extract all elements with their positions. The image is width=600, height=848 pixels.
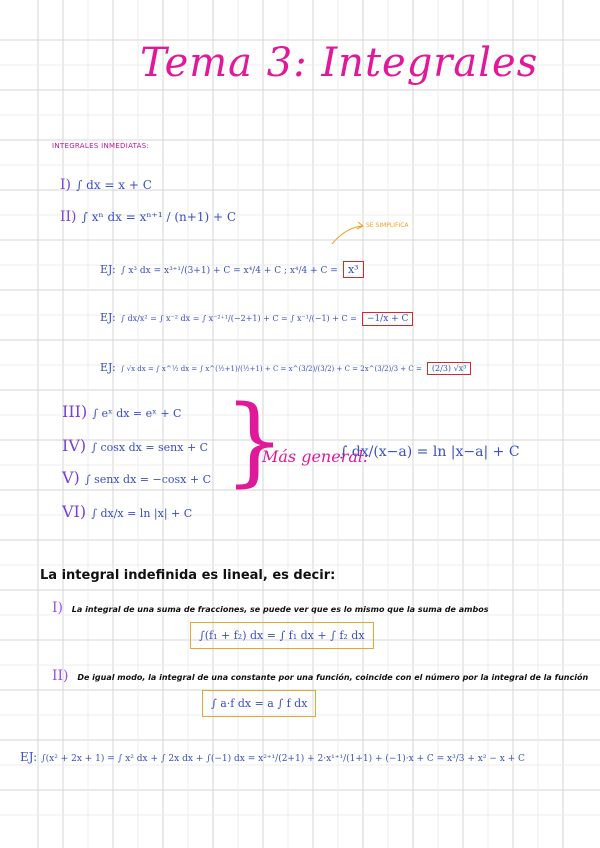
rule-formula: ∫ dx/x = ln |x| + C bbox=[91, 507, 193, 520]
example-label: EJ: bbox=[100, 361, 116, 374]
final-example-formula: ∫(x² + 2x + 1) = ∫ x² dx + ∫ 2x dx + ∫(−1) dx = x²⁺¹/(2+1) + 2·x¹⁺¹/(1+1) + (−1)·x + C = x³/3 + x² − x + C bbox=[40, 754, 525, 764]
example-2 bbox=[100, 306, 413, 325]
rule-formula: ∫ senx dx = −cosx + C bbox=[84, 473, 211, 486]
rule-4 bbox=[62, 436, 208, 455]
simplify-annotation: SE SIMPLIFICA bbox=[366, 222, 409, 229]
property-1-formula-box: ∫(f₁ + f₂) dx = ∫ f₁ dx + ∫ f₂ dx bbox=[190, 622, 374, 649]
final-example-label: EJ: bbox=[20, 750, 38, 764]
rule-3 bbox=[62, 402, 181, 421]
property-2-formula-box: ∫ a·f dx = a ∫ f dx bbox=[202, 690, 316, 717]
rule-formula: ∫ dx = x + C bbox=[76, 178, 152, 192]
roman-numeral: III) bbox=[62, 402, 88, 421]
rule-6 bbox=[62, 502, 192, 521]
roman-numeral: II) bbox=[52, 668, 69, 684]
rule-formula: ∫ eˣ dx = eˣ + C bbox=[92, 407, 182, 420]
rule-5 bbox=[62, 468, 211, 487]
example-result: x³ bbox=[343, 261, 364, 278]
example-result: (2/3) √x³ bbox=[427, 362, 471, 375]
rule-formula: ∫ xⁿ dx = xⁿ⁺¹ / (n+1) + C bbox=[81, 210, 237, 224]
curly-brace-icon: } bbox=[224, 385, 286, 497]
roman-numeral: VI) bbox=[62, 502, 87, 521]
example-label: EJ: bbox=[100, 263, 116, 276]
example-formula: ∫ √x dx = ∫ x^½ dx = ∫ x^(½+1)/(½+1) + C = x^(3/2)/(3/2) + C = 2x^(3/2)/3 + C = bbox=[120, 365, 422, 373]
property-1 bbox=[52, 600, 488, 616]
example-result: −1/x + C bbox=[362, 312, 414, 326]
roman-numeral: I) bbox=[52, 600, 63, 616]
more-general-label: Más general: bbox=[262, 447, 369, 466]
property-2 bbox=[52, 668, 588, 684]
roman-numeral: II) bbox=[60, 209, 77, 225]
more-general-formula: ∫ dx/(x−a) = ln |x−a| + C bbox=[340, 444, 520, 460]
rule-1 bbox=[60, 174, 152, 193]
example-3 bbox=[100, 356, 471, 375]
example-label: EJ: bbox=[100, 311, 116, 324]
linear-heading: La integral indefinida es lineal, es decir: bbox=[40, 568, 336, 583]
example-formula: ∫ x³ dx = x³⁺¹/(3+1) + C = x⁴/4 + C ; x⁴/4 + C = bbox=[120, 266, 338, 276]
rule-2 bbox=[60, 206, 236, 225]
section-heading: INTEGRALES INMEDIATAS: bbox=[52, 142, 150, 150]
example-formula: ∫ dx/x² = ∫ x⁻² dx = ∫ x⁻²⁺¹/(−2+1) + C = ∫ x⁻¹/(−1) + C = bbox=[120, 314, 357, 323]
rule-formula: ∫ cosx dx = senx + C bbox=[91, 441, 209, 454]
roman-numeral: IV) bbox=[62, 436, 87, 455]
roman-numeral: V) bbox=[62, 468, 80, 487]
final-example bbox=[20, 750, 525, 764]
property-text: De igual modo, la integral de una constante por una función, coincide con el número por la integral de la función bbox=[77, 673, 589, 682]
roman-numeral: I) bbox=[60, 177, 71, 193]
property-text: La integral de una suma de fracciones, se puede ver que es lo mismo que la suma de ambos bbox=[71, 605, 489, 614]
page-title: Tema 3: Integrales bbox=[140, 40, 539, 86]
example-1 bbox=[100, 258, 364, 277]
